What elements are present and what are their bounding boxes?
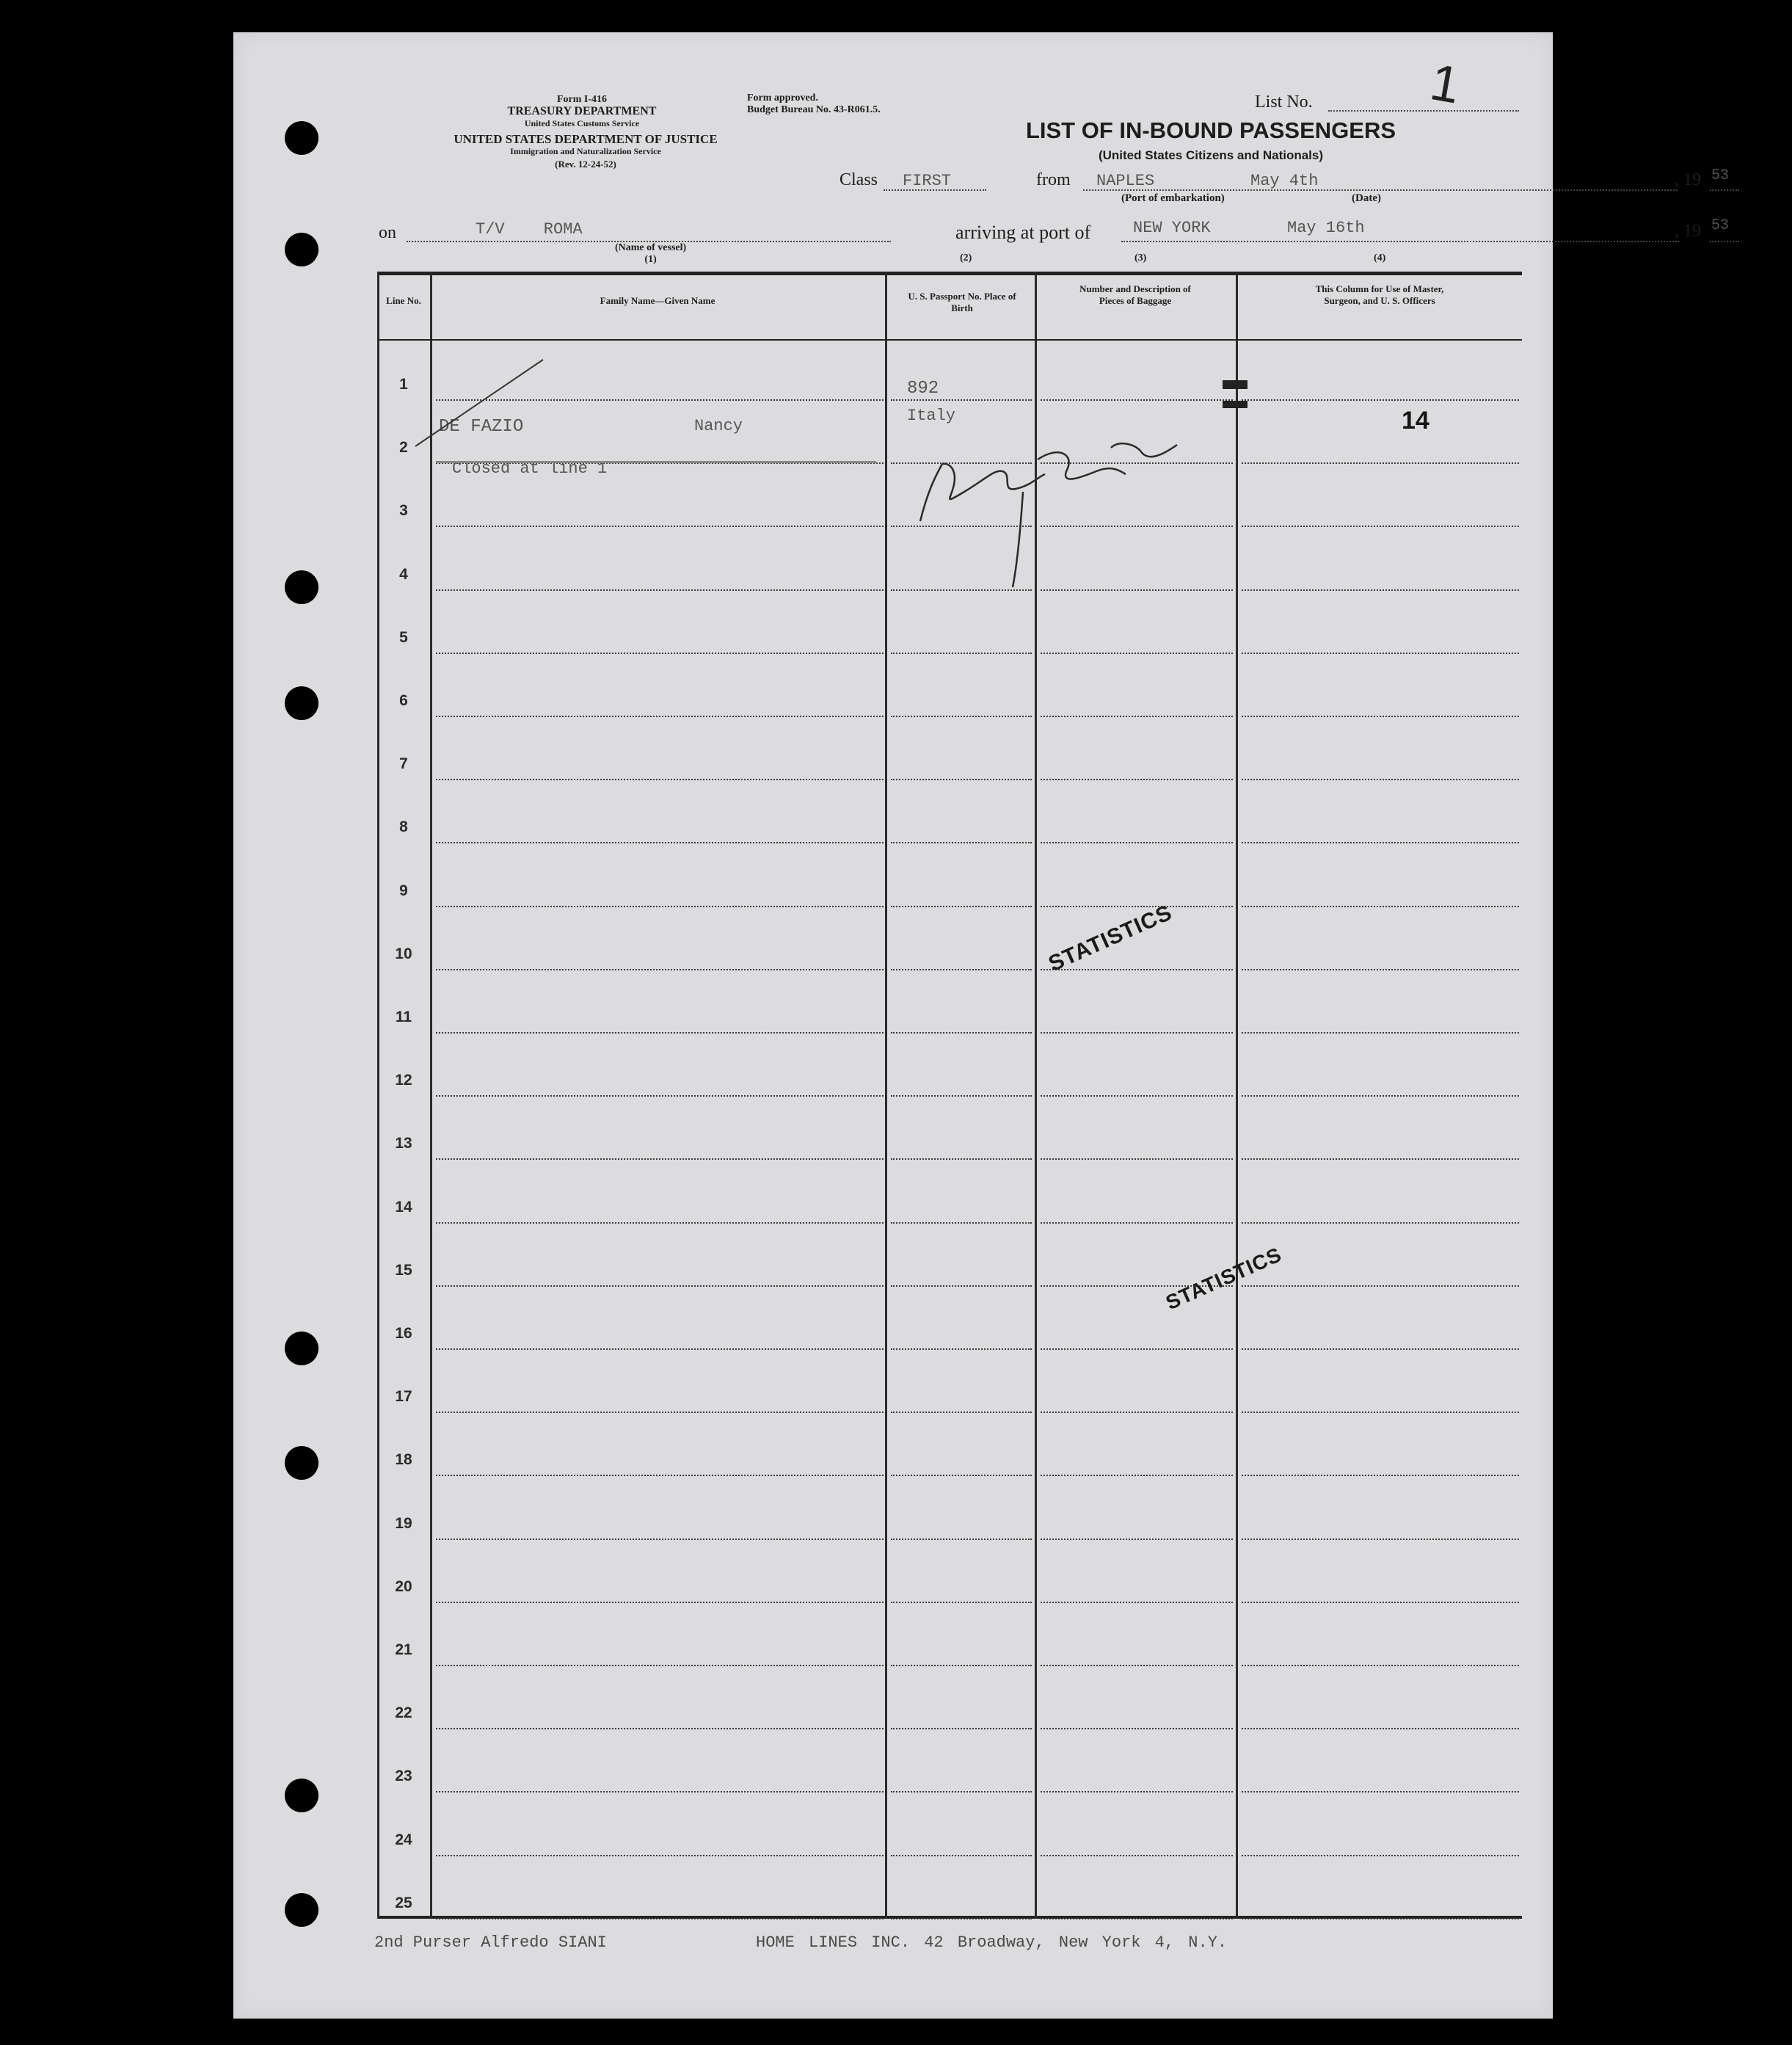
row-number: 1 — [399, 376, 408, 393]
row-rule — [436, 842, 884, 843]
row-number: 16 — [395, 1325, 412, 1342]
row-rule — [1041, 1095, 1233, 1097]
list-no-value: 1 — [1426, 53, 1465, 115]
row-rule — [1242, 1475, 1519, 1476]
punch-hole — [285, 1332, 318, 1365]
row-rule — [436, 906, 884, 907]
arrival-line — [1121, 241, 1679, 242]
form-approved: Form approved. — [747, 92, 818, 103]
row-rule — [436, 779, 884, 780]
row-number: 3 — [399, 502, 408, 520]
punch-hole — [285, 233, 318, 266]
date-caption: (Date) — [1352, 192, 1381, 204]
punch-hole — [285, 1446, 318, 1480]
row-rule — [1041, 906, 1233, 907]
year-prefix: , 19 — [1675, 170, 1701, 189]
row-rule — [891, 1158, 1032, 1160]
agency-block — [479, 94, 685, 129]
treasury-dept: TREASURY DEPARTMENT — [507, 105, 657, 117]
row-rule — [891, 653, 1032, 654]
officer-mark-scribble — [1223, 401, 1248, 408]
entry-passport-no: 892 — [907, 379, 939, 399]
from-label: from — [1036, 170, 1071, 189]
row-rule — [436, 716, 884, 717]
row-rule — [436, 1665, 884, 1666]
entry-given-name: Nancy — [694, 417, 743, 435]
row-number: 15 — [395, 1261, 412, 1279]
class-label: Class — [839, 170, 878, 189]
vessel-caption — [615, 242, 686, 266]
footer-purser: 2nd Purser Alfredo SIANI — [374, 1933, 607, 1952]
row-number: 23 — [395, 1768, 412, 1785]
row-rule — [891, 1855, 1032, 1856]
row-rule — [436, 1032, 884, 1034]
row-number: 21 — [395, 1641, 412, 1658]
row-rule — [1242, 1032, 1519, 1034]
list-no-label: List No. — [1255, 92, 1313, 112]
row-rule — [891, 1412, 1032, 1413]
page-subtitle: (United States Citizens and Nationals) — [1098, 148, 1324, 162]
col4-caption: (4) — [1374, 253, 1386, 264]
row-rule — [891, 1222, 1032, 1224]
row-number: 2 — [399, 439, 408, 457]
row-number: 10 — [395, 945, 412, 962]
from-line — [1083, 189, 1678, 191]
row-rule — [436, 653, 884, 654]
arrival-date: May 16th — [1287, 219, 1365, 237]
passenger-table — [377, 272, 1522, 1922]
row-rule — [436, 1095, 884, 1097]
row-rule — [1041, 1475, 1233, 1476]
closing-marks — [377, 272, 1522, 639]
row-rule — [1041, 1412, 1233, 1413]
row-rule — [436, 1918, 884, 1919]
entry-family-name: DE FAZIO — [439, 417, 524, 437]
form-number: Form I-416 — [556, 94, 608, 105]
year2-line — [1710, 241, 1739, 242]
row-number: 22 — [395, 1704, 412, 1722]
punch-hole — [285, 686, 318, 720]
row-rule — [1242, 1791, 1519, 1792]
entry-officer-mark: 14 — [1402, 407, 1429, 435]
year2-prefix: , 19 — [1675, 222, 1701, 241]
row-number: 18 — [395, 1451, 412, 1469]
row-rule — [1242, 1158, 1519, 1160]
row-rule — [1242, 1918, 1519, 1919]
row-rule — [1242, 906, 1519, 907]
row-rule — [1041, 1222, 1233, 1224]
row-rule — [1041, 653, 1233, 654]
row-rule — [1242, 1539, 1519, 1540]
row-rule — [1242, 1285, 1519, 1287]
punch-hole — [285, 121, 318, 155]
row-rule — [891, 1918, 1032, 1919]
row-rule — [891, 1728, 1032, 1729]
row-rule — [891, 1475, 1032, 1476]
header-passport: U. S. Passport No. Place of Birth — [908, 291, 1016, 313]
row-rule — [1041, 1348, 1233, 1350]
col3-caption: (3) — [1134, 253, 1147, 264]
statistics-stamp: STATISTICS — [1162, 1243, 1286, 1315]
ins-service: Immigration and Naturalization Service — [510, 146, 661, 156]
list-no-line — [1328, 110, 1519, 112]
punch-hole — [285, 570, 318, 604]
row-rule — [891, 906, 1032, 907]
form-approved-block — [747, 92, 881, 116]
row-rule — [891, 1095, 1032, 1097]
page-title: LIST OF IN-BOUND PASSENGERS — [1025, 117, 1396, 143]
row-rule — [1242, 1728, 1519, 1729]
row-rule — [1242, 1602, 1519, 1603]
row-number: 25 — [395, 1894, 412, 1911]
row-rule — [1242, 1095, 1519, 1097]
closing-diagonal — [415, 360, 543, 446]
header-line-no: Line No. — [386, 295, 421, 306]
row-rule — [1041, 1728, 1233, 1729]
arriving-label: arriving at port of — [955, 222, 1091, 243]
row-rule — [1041, 1918, 1233, 1919]
row-number: 14 — [395, 1198, 412, 1216]
vessel-name: T/V ROMA — [476, 220, 583, 239]
row-rule — [1041, 1602, 1233, 1603]
row-number: 20 — [395, 1577, 412, 1595]
row-number: 12 — [395, 1072, 412, 1089]
row-rule — [1041, 779, 1233, 780]
row-rule — [1041, 1158, 1233, 1160]
row-rule — [891, 1348, 1032, 1350]
row-number: 17 — [395, 1388, 412, 1406]
revision-date: (Rev. 12-24-52) — [555, 159, 616, 170]
row-number: 19 — [395, 1514, 412, 1532]
header-name: Family Name—Given Name — [600, 295, 715, 306]
row-rule — [436, 1855, 884, 1856]
punch-hole — [285, 1779, 318, 1812]
signature — [920, 443, 1177, 587]
row-number: 6 — [399, 692, 408, 709]
row-rule — [436, 1158, 884, 1160]
row-rule — [1041, 1032, 1233, 1034]
col2-caption: (2) — [960, 253, 972, 264]
row-number: 5 — [399, 628, 408, 646]
row-rule — [1242, 653, 1519, 654]
vessel-caption-text: (Name of vessel) — [615, 242, 687, 253]
row-rule — [1041, 842, 1233, 843]
row-rule — [1242, 1348, 1519, 1350]
from-date: May 4th — [1250, 172, 1319, 190]
officer-mark-scribble — [1223, 380, 1248, 389]
row-rule — [436, 1285, 884, 1287]
row-rule — [1242, 1665, 1519, 1666]
statistics-stamp: STATISTICS — [1045, 900, 1176, 977]
justice-block — [365, 133, 806, 170]
header-baggage: Number and Description of Pieces of Baggage — [1079, 283, 1191, 306]
row-rule — [891, 1539, 1032, 1540]
row-number: 24 — [395, 1831, 412, 1848]
year2-value: 53 — [1711, 217, 1730, 234]
closed-note: Closed at line 1 — [452, 460, 608, 478]
col1-caption: (1) — [644, 254, 657, 265]
row-rule — [1242, 1412, 1519, 1413]
row-rule — [436, 1602, 884, 1603]
row-number: 13 — [395, 1135, 412, 1152]
row-rule — [1242, 1222, 1519, 1224]
row-number: 8 — [399, 818, 408, 836]
row-number: 9 — [399, 882, 408, 899]
row-number: 11 — [395, 1009, 412, 1025]
row-rule — [1041, 1539, 1233, 1540]
row-rule — [891, 1285, 1032, 1287]
row-rule — [891, 779, 1032, 780]
row-rule — [891, 716, 1032, 717]
row-rule — [891, 1665, 1032, 1666]
row-rule — [436, 1222, 884, 1224]
year-line — [1710, 189, 1739, 191]
class-value: FIRST — [903, 172, 952, 190]
row-rule — [1041, 1665, 1233, 1666]
row-rule — [436, 1412, 884, 1413]
on-label: on — [379, 223, 396, 242]
customs-service: United States Customs Service — [524, 118, 640, 128]
budget-bureau: Budget Bureau No. 43-R061.5. — [747, 104, 881, 115]
punch-hole — [285, 1893, 318, 1927]
entry-birthplace: Italy — [907, 407, 956, 425]
row-rule — [436, 1728, 884, 1729]
row-rule — [436, 1539, 884, 1540]
from-port: NAPLES — [1096, 172, 1155, 190]
row-rule — [1041, 1855, 1233, 1856]
row-rule — [436, 1475, 884, 1476]
row-rule — [436, 1791, 884, 1792]
row-rule — [1242, 1855, 1519, 1856]
row-rule — [1242, 779, 1519, 780]
row-rule — [1242, 842, 1519, 843]
row-rule — [1041, 716, 1233, 717]
footer-company: HOME LINES INC. 42 Broadway, New York 4, N.Y. — [756, 1933, 1228, 1952]
row-rule — [891, 1032, 1032, 1034]
arrival-port: NEW YORK — [1133, 219, 1211, 237]
document-sheet — [233, 32, 1730, 2019]
year-value: 53 — [1711, 167, 1730, 184]
row-rule — [891, 1791, 1032, 1792]
row-rule — [436, 1348, 884, 1350]
justice-dept: UNITED STATES DEPARTMENT OF JUSTICE — [454, 132, 718, 146]
port-caption: (Port of embarkation) — [1121, 192, 1225, 204]
row-rule — [891, 1602, 1032, 1603]
row-rule — [1242, 716, 1519, 717]
row-number: 4 — [399, 565, 408, 583]
header-officers: This Column for Use of Master, Surgeon, and U. S. Officers — [1315, 283, 1444, 306]
row-number: 7 — [399, 755, 408, 773]
row-rule — [891, 969, 1032, 970]
row-rule — [1242, 969, 1519, 970]
row-rule — [891, 842, 1032, 843]
row-rule — [1041, 1791, 1233, 1792]
row-rule — [436, 969, 884, 970]
